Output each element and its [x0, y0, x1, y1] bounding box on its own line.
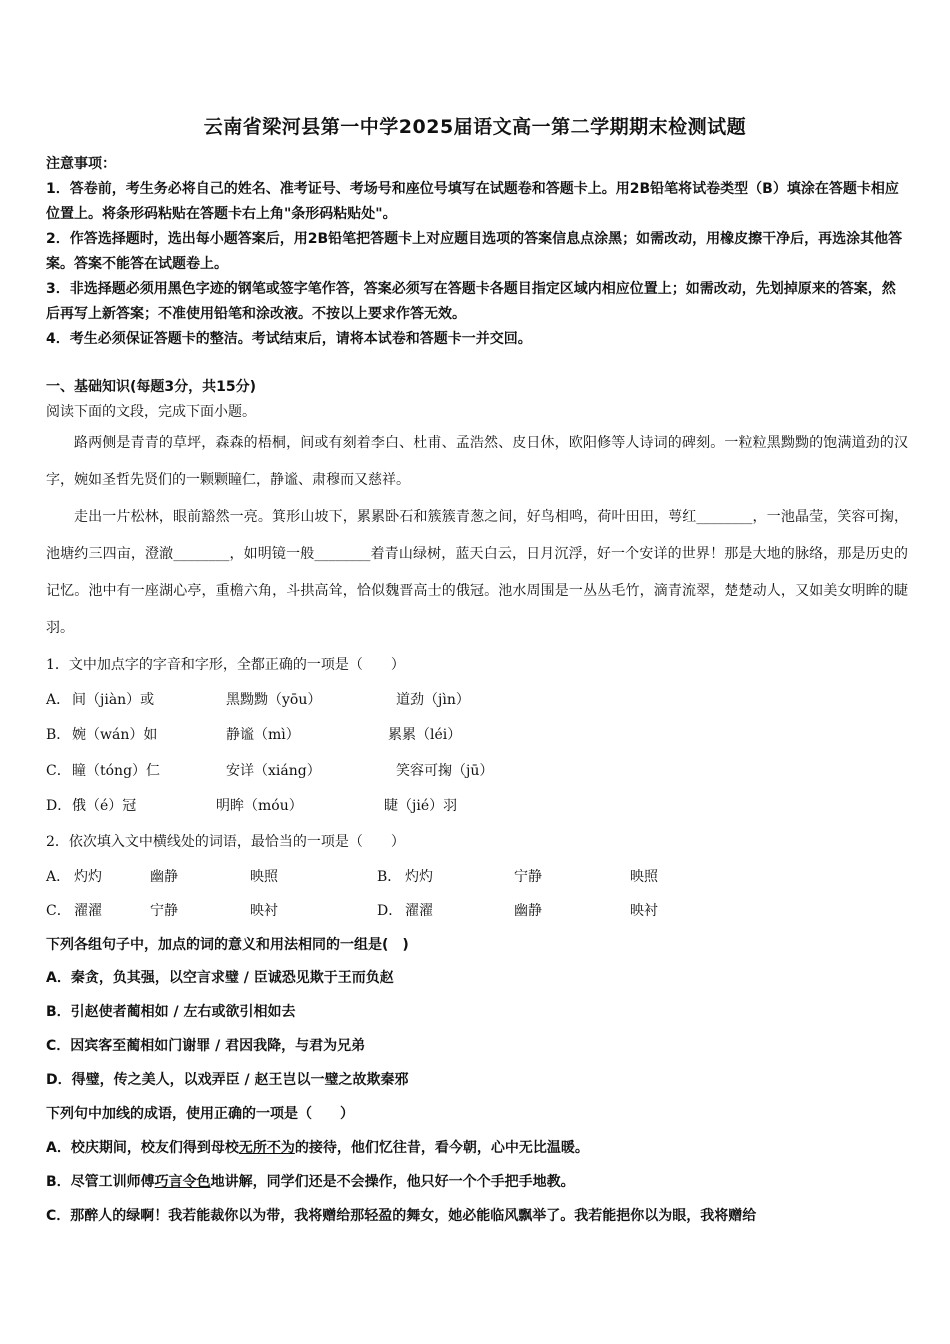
q4-option-b — [46, 1171, 908, 1191]
question-stem: 下列句中加线的成语，使用正确的一项是（ ） — [46, 1106, 354, 1122]
page-title: 云南省梁河县第一中学2025届语文高一第二学期期末检测试题 — [203, 116, 747, 138]
q4-option-a — [46, 1137, 908, 1157]
notes-item: 1．答卷前，考生务必将自己的姓名、准考证号、考场号和座位号填写在试题卷和答题卡上。用2B铅笔将试卷类型（B）填涂在答题卡相应位置上。将条形码粘贴在答题卡右上角"条形码粘贴处"。 — [46, 181, 899, 222]
option-text-before: 校庆期间，校友们得到母校 — [70, 1140, 239, 1156]
option-item: 宁静 — [150, 903, 178, 919]
q3-option-b — [46, 1001, 908, 1021]
question-stem: 2．依次填入文中横线处的词语，最恰当的一项是（ ） — [46, 834, 405, 850]
underlined-idiom: 巧言令色 — [154, 1174, 211, 1190]
option-item: 灼灼 — [405, 869, 433, 885]
notes-section — [46, 152, 908, 352]
underlined-idiom: 无所不为 — [238, 1140, 295, 1156]
option-item: 映衬 — [250, 903, 278, 919]
option-label: A． — [46, 692, 71, 708]
passage-paragraph: 走出一片松林，眼前豁然一亮。箕形山坡下，累累卧石和簇簇青葱之间，好鸟相鸣，荷叶田田，萼红________，一池晶莹，笑容可掬，池塘约三四亩，澄澈________，如明镜一般________着青山绿树，蓝天白云，日月沉浮，好一个安详的世界！那是大地的脉络，那是历史的记忆。池中有一座湖心亭，重檐六角，斗拱高耸，恰似魏晋高士的俄冠。池水周围是一丛丛毛竹，滴青流翠，楚楚动人，又如美女明眸的睫羽。 — [46, 509, 908, 636]
question-stem: 1．文中加点字的字音和字形，全都正确的一项是（ ） — [46, 657, 405, 673]
option-label: A． — [46, 970, 71, 986]
option-text-before: 那醉人的绿啊！我若能裁你以为带，我将赠给那轻盈的舞女，她必能临风飘举了。我若能挹你以为眼，我将赠给 — [70, 1208, 757, 1224]
option-item: 瞳（tóng）仁 — [72, 763, 161, 779]
q3-option-a — [46, 967, 908, 987]
option-label: C． — [46, 903, 71, 919]
notes-item: 3．非选择题必须用黑色字迹的钢笔或签字笔作答，答案必须写在答题卡各题目指定区域内相应位置上；如需改动，先划掉原来的答案，然后再写上新答案；不准使用铅笔和涂改液。不按以上要求作答无效。 — [46, 281, 896, 322]
option-label: B． — [46, 727, 71, 743]
option-text: 秦贪，负其强，以空言求璧 / 臣诚恐见欺于王而负赵 — [70, 970, 394, 986]
option-label: D． — [46, 798, 72, 814]
option-item: 幽静 — [150, 869, 178, 885]
option-label: B． — [46, 1004, 71, 1020]
option-item: 笑容可掬（jū） — [396, 763, 494, 779]
option-text: 引赵使者蔺相如 / 左右或欲引相如去 — [70, 1004, 296, 1020]
passage-paragraph: 路两侧是青青的草坪，森森的梧桐，间或有刻着李白、杜甫、孟浩然、皮日休，欧阳修等人诗词的碑刻。一粒粒黑黝黝的饱满道劲的汉字，婉如圣哲先贤们的一颗颗瞳仁，静谧、肃穆而又慈祥。 — [46, 435, 908, 488]
option-item: 濯濯 — [405, 903, 433, 919]
option-item: 道劲（jìn） — [396, 692, 470, 708]
option-item: 婉（wán）如 — [72, 727, 158, 743]
option-item: 映衬 — [630, 903, 658, 919]
option-item: 俄（é）冠 — [72, 798, 137, 814]
option-label: D． — [46, 1072, 72, 1088]
option-item: 间（jiàn）或 — [72, 692, 155, 708]
notes-item: 2．作答选择题时，选出每小题答案后，用2B铅笔把答题卡上对应题目选项的答案信息点涂黑；如需改动，用橡皮擦干净后，再选涂其他答案。答案不能答在试题卷上。 — [46, 231, 903, 272]
section-heading: 一、基础知识(每题3分，共15分) — [46, 379, 257, 395]
q4-option-c — [46, 1205, 908, 1225]
option-item: 宁静 — [514, 869, 542, 885]
option-item: 濯濯 — [74, 903, 102, 919]
reading-passage — [46, 425, 908, 647]
option-label: C． — [46, 763, 71, 779]
option-item: 映照 — [250, 869, 278, 885]
option-text: 因宾客至蔺相如门谢罪 / 君因我降，与君为兄弟 — [70, 1038, 366, 1054]
q3-option-d — [46, 1069, 908, 1089]
option-item: 睫（jié）羽 — [384, 798, 458, 814]
option-label: C． — [46, 1208, 71, 1224]
option-label: B． — [46, 1174, 71, 1190]
option-label: A． — [46, 1140, 71, 1156]
option-item: 静谧（mì） — [226, 727, 300, 743]
option-label: D． — [377, 903, 403, 919]
option-label: B． — [377, 869, 402, 885]
q3-option-c — [46, 1035, 908, 1055]
option-label: A． — [46, 869, 71, 885]
notes-item: 4．考生必须保证答题卡的整洁。考试结束后，请将本试卷和答题卡一并交回。 — [46, 331, 532, 347]
option-item: 映照 — [630, 869, 658, 885]
option-label: C． — [46, 1038, 71, 1054]
section-instruction: 阅读下面的文段，完成下面小题。 — [46, 404, 256, 420]
option-text-after: 的接待，他们忆往昔，看今朝，心中无比温暖。 — [294, 1140, 589, 1156]
option-item: 安详（xiáng） — [226, 763, 321, 779]
option-text-after: 地讲解，同学们还是不会操作，他只好一个个手把手地教。 — [210, 1174, 575, 1190]
notes-heading: 注意事项： — [46, 156, 116, 172]
option-item: 灼灼 — [74, 869, 102, 885]
option-text: 得璧，传之美人，以戏弄臣 / 赵王岂以一璧之故欺秦邪 — [71, 1072, 409, 1088]
option-item: 明眸（móu） — [216, 798, 303, 814]
option-text-before: 尽管工训师傅 — [70, 1174, 155, 1190]
option-item: 累累（léi） — [388, 727, 462, 743]
option-item: 幽静 — [514, 903, 542, 919]
question-stem: 下列各组句子中，加点的词的意义和用法相同的一组是( ) — [46, 937, 409, 953]
option-item: 黑黝黝（yōu） — [226, 692, 322, 708]
